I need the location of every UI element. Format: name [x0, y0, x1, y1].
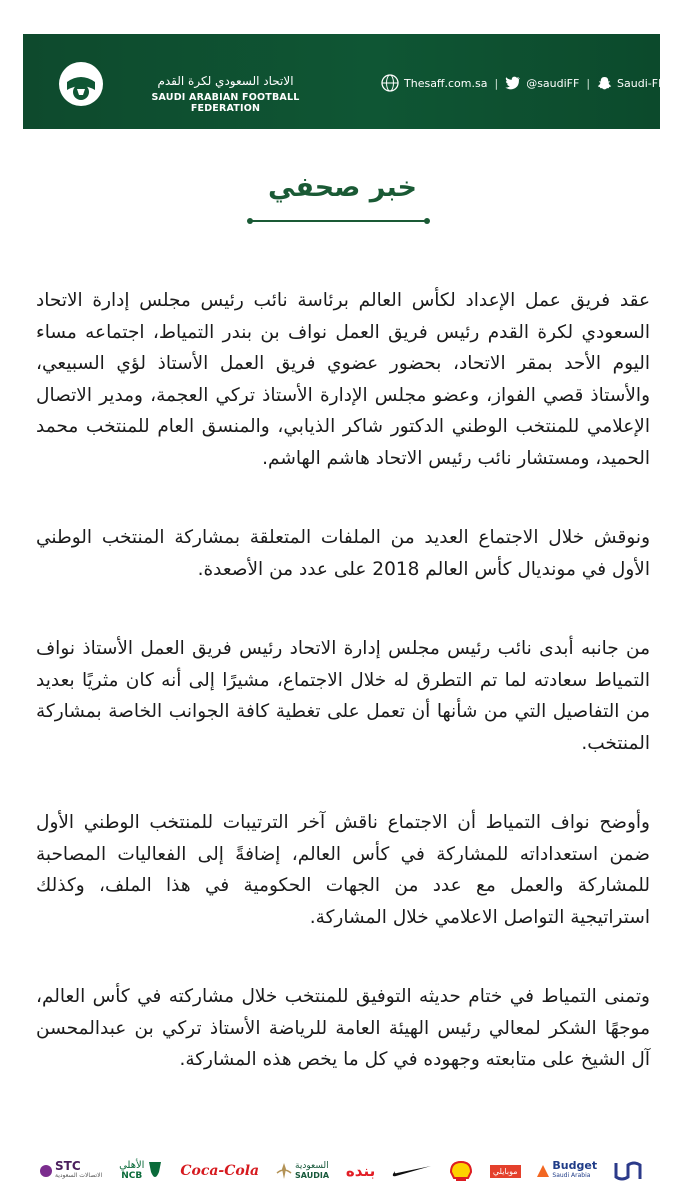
nike-swoosh-icon [392, 1164, 432, 1178]
divider: | [586, 76, 591, 90]
saudia-emblem-icon [276, 1161, 292, 1181]
sponsor-mobily [490, 1165, 521, 1178]
globe-icon [381, 74, 399, 92]
budget-logo-icon [537, 1165, 549, 1177]
snapchat-handle[interactable]: Saudi-FF [617, 76, 665, 90]
sponsor-last [614, 1159, 642, 1183]
sponsor-ncb [119, 1160, 163, 1182]
cocacola-logo-text: Coca-Cola [180, 1163, 260, 1179]
sponsor-stc [40, 1161, 102, 1181]
budget-logo-text: Budget [552, 1159, 598, 1172]
sponsor-bindah [346, 1162, 375, 1180]
ncb-arabic: الأهلي [119, 1160, 145, 1171]
sponsor-cocacola [180, 1163, 259, 1179]
stc-logo-icon [40, 1165, 52, 1177]
twitter-icon [505, 76, 521, 90]
sponsor-saudia [276, 1161, 329, 1181]
article-paragraph: وأوضح نواف التمياط أن الاجتماع ناقش آخر الترتيبات للمنتخب الوطني الأول ضمن استعداداته للمشاركة في كأس العالم، إضافةً إلى الفعاليات المصاحبة للمشاركة والعمل مع عدد من الجهات الحكومية في هذا الملف، وكذلك استراتيجية التواصل الاعلامي خلال المشاركة. [36, 812, 650, 928]
ncb-english: NCB [121, 1171, 143, 1181]
federation-name-arabic: الاتحاد السعودي لكرة القدم [157, 74, 294, 88]
website-link[interactable]: Thesaff.com.sa [404, 76, 488, 90]
sponsor-nike [392, 1164, 432, 1178]
sponsor-budget [537, 1161, 597, 1181]
stc-subtitle: الاتصالات السعودية [55, 1172, 103, 1179]
snapchat-icon [597, 76, 612, 91]
bindah-logo-text: بنده [345, 1162, 376, 1180]
federation-name-english: SAUDI ARABIAN FOOTBALL FEDERATION [151, 92, 300, 114]
sponsor-shell [449, 1160, 473, 1182]
shell-logo-icon [449, 1160, 473, 1182]
divider: | [494, 76, 499, 90]
article-paragraph: ونوقش خلال الاجتماع العديد من الملفات المتعلقة بمشاركة المنتخب الوطني الأول في مونديال كأس العالم 2018 على عدد من الأصعدة. [36, 527, 650, 580]
federation-emblem-icon [53, 54, 109, 110]
sponsor-logo-icon [614, 1159, 642, 1183]
article-paragraph: عقد فريق عمل الإعداد لكأس العالم برئاسة نائب رئيس مجلس إدارة الاتحاد السعودي لكرة القدم رئيس فريق العمل نواف بن بندر التمياط، اجتماعه مساء اليوم الأحد بمقر الاتحاد، بحضور عضوي فريق العمل الأستاذ لؤي السبيعي، والأستاذ قصي الفواز، وعضو مجلس الإدارة الأستاذ تركي العجمة، ومدير الاتصال الإعلامي للمنتخب الوطني الدكتور شاكر الذيابي، والمنسق العام للمنتخب محمد الحميد، ومستشار نائب رئيس الاتحاد هاشم الهاشم. [36, 290, 650, 469]
header-banner [23, 34, 665, 129]
saudia-arabic: السعودية [295, 1161, 329, 1171]
mobily-logo-text: موبايلي [490, 1165, 521, 1178]
title-underline [250, 220, 427, 222]
article-paragraph: من جانبه أبدى نائب رئيس مجلس إدارة الاتحاد رئيس فريق العمل الأستاذ نواف التمياط سعادته لما تم التطرق له خلال الاجتماع، مشيرًا إلى أنه كان مثريًا بعديد من التفاصيل التي من شأنها أن تعمل على تغطية كافة الجوانب الخاصة بمشاركة المنتخب. [36, 638, 650, 754]
article-body [36, 285, 650, 1124]
budget-subtitle: Saudi Arabia [552, 1172, 591, 1179]
twitter-handle[interactable]: @saudiFF [526, 76, 580, 90]
sponsor-strip [28, 1152, 654, 1190]
ncb-emblem-icon [147, 1160, 163, 1182]
page-title: خبر صحفي [268, 172, 417, 203]
stc-logo-text: STC [55, 1159, 81, 1173]
social-links [381, 74, 664, 92]
saudia-english: SAUDIA [295, 1171, 330, 1180]
article-paragraph: وتمنى التمياط في ختام حديثه التوفيق للمنتخب خلال مشاركته في كأس العالم، موجهًا الشكر لمعالي رئيس الهيئة العامة للرياضة الأستاذ تركي بن عبدالمحسن آل الشيخ على متابعته وجهوده في كل ما يخص هذه المشاركة. [36, 986, 650, 1070]
